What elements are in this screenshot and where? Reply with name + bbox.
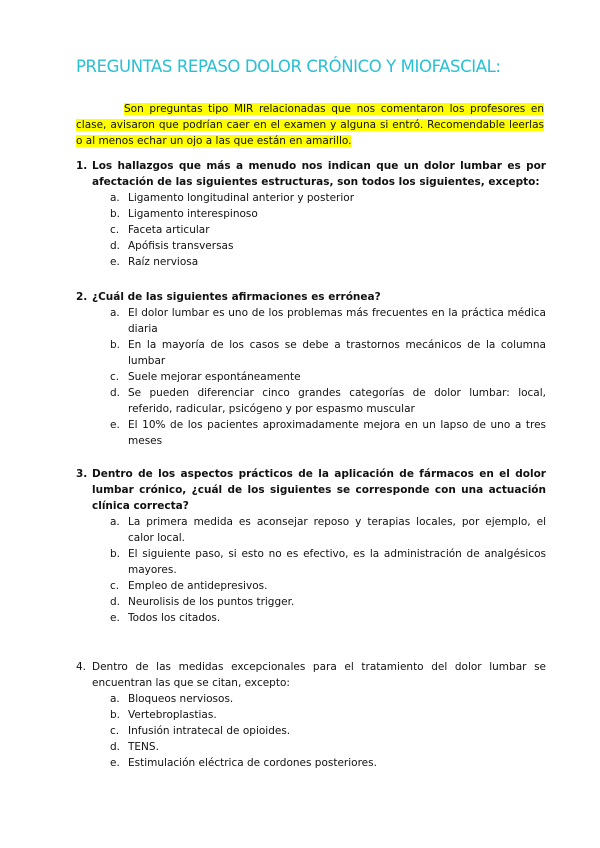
question-text: Dentro de los aspectos prácticos de la aplicación de fármacos en el dolor lumbar crónico, ¿cuál de los siguientes se corresponde con una actuación clínica correcta?: [92, 468, 546, 512]
question-1: [76, 158, 546, 270]
option-text: Vertebroplastias.: [128, 709, 217, 721]
option-item: [76, 594, 546, 610]
option-letter: d.: [110, 596, 121, 608]
question-3: [76, 466, 546, 626]
option-text: Todos los citados.: [128, 612, 221, 624]
option-text: Estimulación eléctrica de cordones posteriores.: [128, 757, 377, 769]
option-text: Infusión intratecal de opioides.: [128, 725, 291, 737]
option-letter: e.: [110, 757, 120, 769]
question-stem: [76, 158, 546, 190]
question-stem: [76, 659, 546, 691]
option-text: Faceta articular: [128, 224, 210, 236]
option-item: [76, 417, 546, 449]
option-item: [76, 206, 546, 222]
option-item: [76, 739, 546, 755]
intro-paragraph: [76, 101, 544, 149]
question-stem: [76, 466, 546, 514]
option-text: La primera medida es aconsejar reposo y terapias locales, por ejemplo, el calor local.: [128, 516, 546, 544]
option-text: El siguiente paso, si esto no es efectivo, es la administración de analgésicos mayores.: [128, 548, 546, 576]
question-text: Los hallazgos que más a menudo nos indican que un dolor lumbar es por afectación de las siguientes estructuras, son todos los siguientes, excepto:: [92, 160, 546, 188]
question-number: 3.: [76, 468, 88, 480]
option-text: Ligamento interespinoso: [128, 208, 258, 220]
option-text: Ligamento longitudinal anterior y posterior: [128, 192, 355, 204]
option-letter: e.: [110, 419, 120, 431]
question-number: 4.: [76, 661, 87, 673]
option-item: [76, 578, 546, 594]
option-item: [76, 546, 546, 578]
question-text: ¿Cuál de las siguientes afirmaciones es errónea?: [92, 291, 381, 303]
option-text: Suele mejorar espontáneamente: [128, 371, 301, 383]
option-letter: d.: [110, 387, 121, 399]
option-item: [76, 238, 546, 254]
option-text: Bloqueos nerviosos.: [128, 693, 234, 705]
option-letter: a.: [110, 307, 120, 319]
option-item: [76, 755, 546, 771]
option-letter: c.: [110, 224, 120, 236]
question-4: [76, 659, 546, 771]
question-stem: [76, 289, 546, 305]
option-text: Empleo de antidepresivos.: [128, 580, 268, 592]
option-text: Raíz nerviosa: [128, 256, 199, 268]
option-letter: e.: [110, 256, 120, 268]
option-item: [76, 222, 546, 238]
option-text: Neurolisis de los puntos trigger.: [128, 596, 295, 608]
option-item: [76, 305, 546, 337]
option-letter: a.: [110, 516, 120, 528]
option-list: [76, 514, 546, 626]
page-title: PREGUNTAS REPASO DOLOR CRÓNICO Y MIOFASCIAL:: [76, 57, 501, 76]
option-letter: d.: [110, 240, 121, 252]
option-item: [76, 254, 546, 270]
option-list: [76, 190, 546, 270]
question-text: Dentro de las medidas excepcionales para el tratamiento del dolor lumbar se encuentran las que se citan, excepto:: [92, 661, 546, 689]
question-number: 2.: [76, 291, 88, 303]
option-letter: b.: [110, 548, 121, 560]
option-letter: c.: [110, 580, 120, 592]
option-list: [76, 691, 546, 771]
option-item: [76, 369, 546, 385]
option-text: El dolor lumbar es uno de los problemas más frecuentes en la práctica médica diaria: [128, 307, 546, 335]
option-text: El 10% de los pacientes aproximadamente mejora en un lapso de uno a tres meses: [128, 419, 546, 447]
option-letter: a.: [110, 693, 120, 705]
option-item: [76, 691, 546, 707]
option-letter: c.: [110, 725, 120, 737]
option-text: TENS.: [128, 741, 159, 753]
option-letter: b.: [110, 208, 121, 220]
option-letter: d.: [110, 741, 121, 753]
option-item: [76, 337, 546, 369]
question-2: [76, 289, 546, 449]
option-item: [76, 514, 546, 546]
option-letter: e.: [110, 612, 120, 624]
option-list: [76, 305, 546, 449]
option-letter: b.: [110, 709, 121, 721]
question-number: 1.: [76, 160, 88, 172]
intro-highlighted-text: Son preguntas tipo MIR relacionadas que nos comentaron los profesores en clase, avisaron que podrían caer en el examen y alguna si entró. Recomendable leerlas o al menos echar un ojo a las que están en amarillo.: [76, 103, 544, 147]
option-text: En la mayoría de los casos se debe a trastornos mecánicos de la columna lumbar: [128, 339, 546, 367]
option-item: [76, 190, 546, 206]
option-letter: c.: [110, 371, 120, 383]
option-item: [76, 707, 546, 723]
option-text: Apófisis transversas: [128, 240, 234, 252]
option-item: [76, 385, 546, 417]
option-item: [76, 610, 546, 626]
option-letter: b.: [110, 339, 121, 351]
option-item: [76, 723, 546, 739]
option-text: Se pueden diferenciar cinco grandes categorías de dolor lumbar: local, referido, radicular, psicógeno y por espasmo muscular: [128, 387, 546, 415]
option-letter: a.: [110, 192, 120, 204]
